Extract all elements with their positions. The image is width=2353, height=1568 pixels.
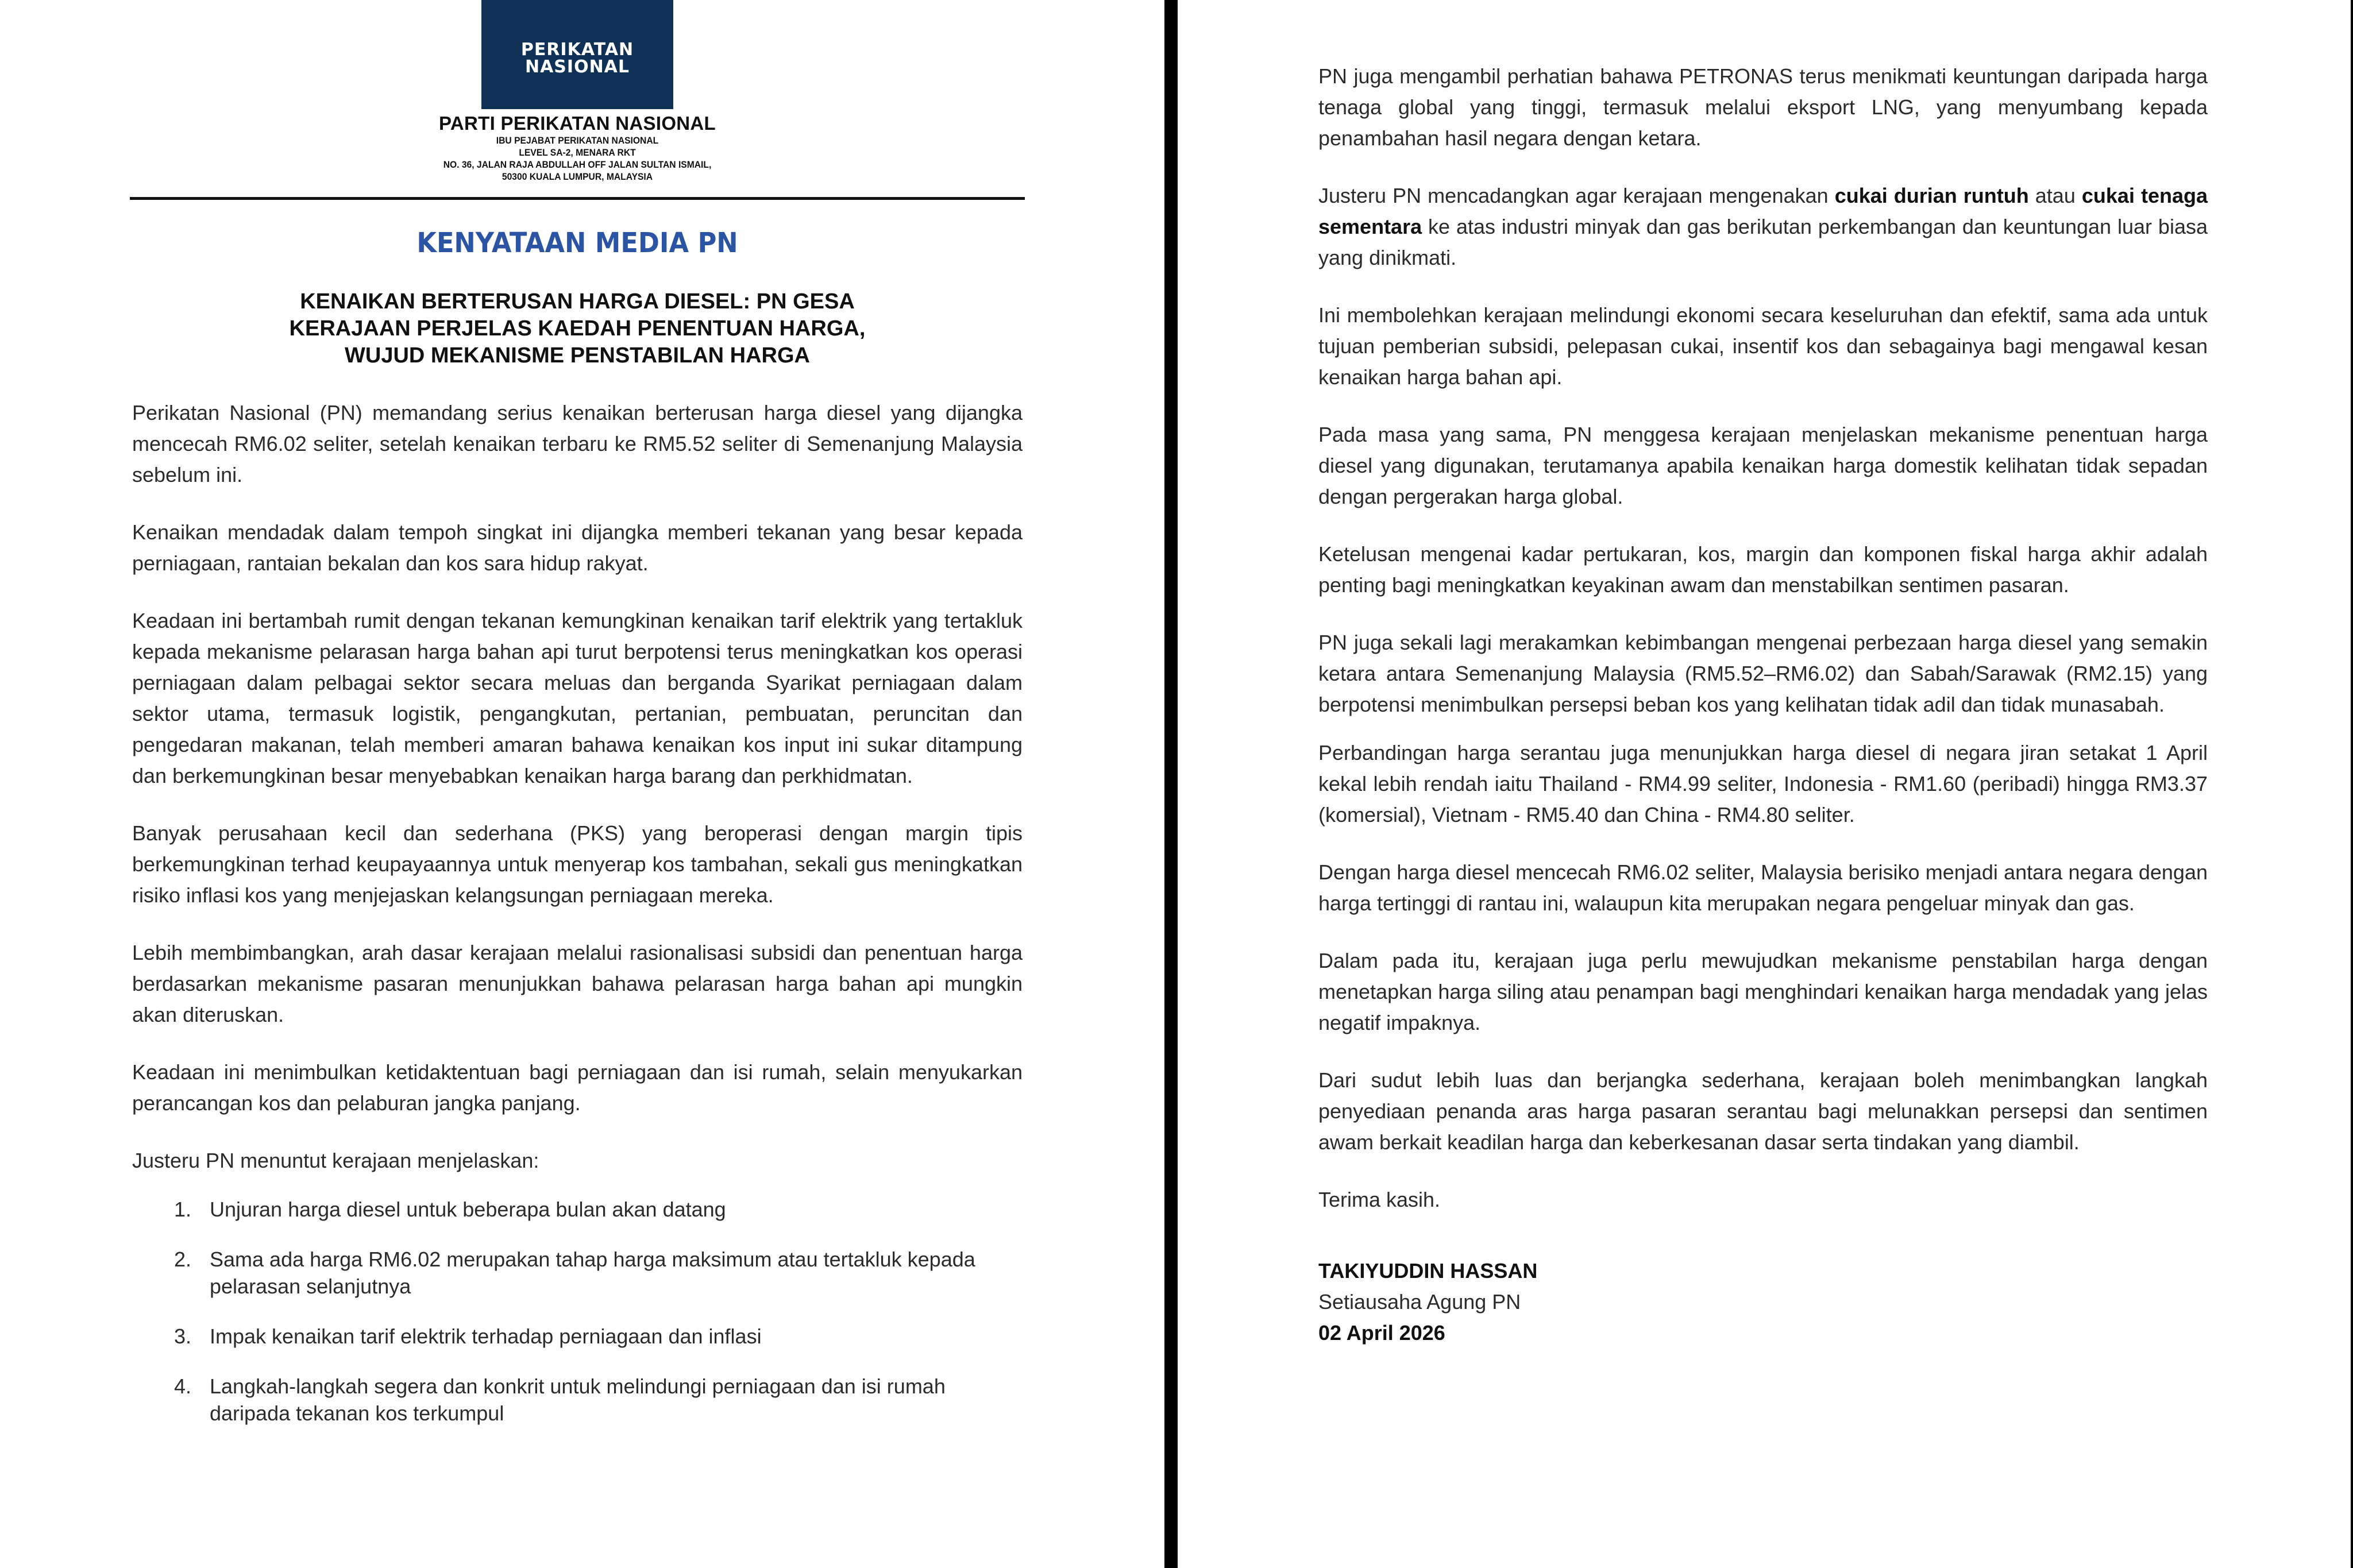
list-item (132, 1373, 1023, 1427)
list-text: Impak kenaikan tarif elektrik terhadap perniagaan dan inflasi (210, 1324, 762, 1348)
text-run: ke atas industri minyak dan gas berikutan perkembangan dan keuntungan luar biasa yang dinikmati. (1318, 215, 2208, 269)
paragraph: Perikatan Nasional (PN) memandang serius kenaikan berterusan harga diesel yang dijangka mencecah RM6.02 seliter, setelah kenaikan terbaru ke RM5.52 seliter di Semenanjung Malaysia sebelum ini. (132, 401, 1023, 486)
letterhead-divider (130, 197, 1025, 200)
headline-line: WUJUD MEKANISME PENSTABILAN HARGA (345, 343, 810, 368)
bold-term: cukai tenaga sementara (1318, 184, 2208, 238)
party-name: PARTI PERIKATAN NASIONAL (438, 113, 716, 134)
list-intro: Justeru PN menuntut kerajaan menjelaskan: (132, 1149, 539, 1172)
logo-text: PERIKATAN NASIONAL (520, 40, 634, 77)
list-item (132, 1196, 1023, 1223)
headline-line: KENAIKAN BERTERUSAN HARGA DIESEL: PN GESA (300, 289, 855, 314)
page-divider (1164, 0, 1178, 1568)
paragraph: Banyak perusahaan kecil dan sederhana (PKS) yang beroperasi dengan margin tipis berkemungkinan terhad keupayaannya untuk menyerap kos tambahan, sekali gus meningkatkan risiko inflasi kos yang menjejaskan kelangsungan perniagaan mereka. (132, 821, 1023, 907)
list-number: 4. (174, 1374, 192, 1398)
body-right (1318, 61, 2208, 1349)
address-line: 50300 KUALA LUMPUR, MALAYSIA (502, 171, 653, 182)
list-text: Langkah-langkah segera dan konkrit untuk melindungi perniagaan dan isi rumah daripada tekanan kos terkumpul (210, 1374, 946, 1425)
paragraph: Perbandingan harga serantau juga menunjukkan harga diesel di negara jiran setakat 1 April kekal lebih rendah iaitu Thailand - RM4.99 seliter, Indonesia - RM1.60 (peribadi) hingga RM3.37 (komersial), Vietnam - RM5.40 dan China - RM4.80 seliter. (1318, 741, 2208, 827)
perikatan-nasional-logo (481, 0, 673, 109)
letterhead (130, 113, 1025, 183)
paragraph: Ketelusan mengenai kadar pertukaran, kos, margin dan komponen fiskal harga akhir adalah penting bagi meningkatkan keyakinan awam dan menstabilkan sentimen pasaran. (1318, 542, 2208, 597)
bold-term: cukai durian runtuh (1834, 184, 2029, 207)
headline-line: KERAJAAN PERJELAS KAEDAH PENENTUAN HARGA, (289, 316, 866, 341)
address-line: IBU PEJABAT PERIKATAN NASIONAL (496, 135, 659, 146)
signatory-name: TAKIYUDDIN HASSAN (1318, 1259, 1538, 1283)
list-number: 2. (174, 1248, 192, 1271)
list-number: 1. (174, 1198, 192, 1221)
paragraph: Keadaan ini bertambah rumit dengan tekanan kemungkinan kenaikan tarif elektrik yang tertakluk kepada mekanisme pelarasan harga bahan api turut berpotensi terus meningkatkan kos operasi perniagaan dalam pelbagai sektor secara meluas dan berganda Syarikat perniagaan dalam sektor utama, termasuk logistik, pengangkutan, pertanian, pembuatan, peruncitan dan pengedaran makanan, telah memberi amaran bahawa kenaikan kos input ini sukar ditampung dan berkemungkinan besar menyebabkan kenaikan harga barang dan perkhidmatan. (132, 609, 1023, 787)
paragraph-windfall-tax (1318, 180, 2208, 273)
closing-text: Terima kasih. (1318, 1188, 1441, 1211)
signatory-role: Setiausaha Agung PN (1318, 1290, 1521, 1314)
address-line: LEVEL SA-2, MENARA RKT (519, 147, 636, 158)
press-release-page-1 (0, 0, 1164, 1568)
paragraph: Dari sudut lebih luas dan berjangka sederhana, kerajaan boleh menimbangkan langkah penyediaan penanda aras harga pasaran serantau bagi melunakkan persepsi dan sentimen awam berkait keadilan harga dan keberkesanan dasar serta tindakan yang diambil. (1318, 1068, 2208, 1154)
right-edge-border (2351, 0, 2353, 1568)
paragraph: Dengan harga diesel mencecah RM6.02 seliter, Malaysia berisiko menjadi antara negara dengan harga tertinggi di rantau ini, walaupun kita merupakan negara pengeluar minyak dan gas. (1318, 860, 2208, 915)
headline (130, 288, 1025, 369)
list-text: Sama ada harga RM6.02 merupakan tahap harga maksimum atau tertakluk kepada pelarasan selanjutnya (210, 1248, 975, 1298)
paragraph: Kenaikan mendadak dalam tempoh singkat ini dijangka memberi tekanan yang besar kepada perniagaan, rantaian bekalan dan kos sara hidup rakyat. (132, 520, 1023, 575)
demands-list (132, 1196, 1023, 1427)
statement-date: 02 April 2026 (1318, 1321, 1445, 1345)
paragraph: Ini membolehkan kerajaan melindungi ekonomi secara keseluruhan dan efektif, sama ada untuk tujuan pemberian subsidi, pelepasan cukai, insentif kos dan sebagainya bagi mengawal kesan kenaikan harga bahan api. (1318, 303, 2208, 389)
press-release-page-2 (1178, 0, 2351, 1568)
list-number: 3. (174, 1324, 192, 1348)
paragraph: Pada masa yang sama, PN menggesa kerajaan menjelaskan mekanisme penentuan harga diesel yang digunakan, terutamanya apabila kenaikan harga domestik kelihatan tidak sepadan dengan pergerakan harga global. (1318, 423, 2208, 508)
paragraph: Lebih membimbangkan, arah dasar kerajaan melalui rasionalisasi subsidi dan penentuan harga berdasarkan mekanisme pasaran menunjukkan bahawa pelarasan harga bahan api mungkin akan diteruskan. (132, 941, 1023, 1026)
address-line: NO. 36, JALAN RAJA ABDULLAH OFF JALAN SULTAN ISMAIL, (443, 159, 712, 170)
list-item (132, 1323, 1023, 1350)
paragraph: Dalam pada itu, kerajaan juga perlu mewujudkan mekanisme penstabilan harga dengan menetapkan harga siling atau penampan bagi menghindari kenaikan harga mendadak yang jelas negatif impaknya. (1318, 949, 2208, 1034)
text-run: Justeru PN mencadangkan agar kerajaan mengenakan (1318, 184, 1835, 207)
paragraph: PN juga mengambil perhatian bahawa PETRONAS terus menikmati keuntungan daripada harga tenaga global yang tinggi, termasuk melalui eksport LNG, yang menyumbang kepada penambahan hasil negara dengan ketara. (1318, 64, 2208, 150)
list-text: Unjuran harga diesel untuk beberapa bulan akan datang (210, 1198, 726, 1221)
text-run: atau (2028, 184, 2082, 207)
list-item (132, 1246, 1023, 1300)
paragraph: PN juga sekali lagi merakamkan kebimbangan mengenai perbezaan harga diesel yang semakin ketara antara Semenanjung Malaysia (RM5.52–RM6.02) dan Sabah/Sarawak (RM2.15) yang berpotensi menimbulkan persepsi beban kos yang kelihatan tidak adil dan tidak munasabah. (1318, 631, 2208, 716)
media-statement-title: KENYATAAN MEDIA PN (416, 227, 738, 259)
paragraph: Keadaan ini menimbulkan ketidaktentuan bagi perniagaan dan isi rumah, selain menyukarkan perancangan kos dan pelaburan jangka panjang. (132, 1060, 1023, 1115)
body-left (132, 397, 1023, 1450)
